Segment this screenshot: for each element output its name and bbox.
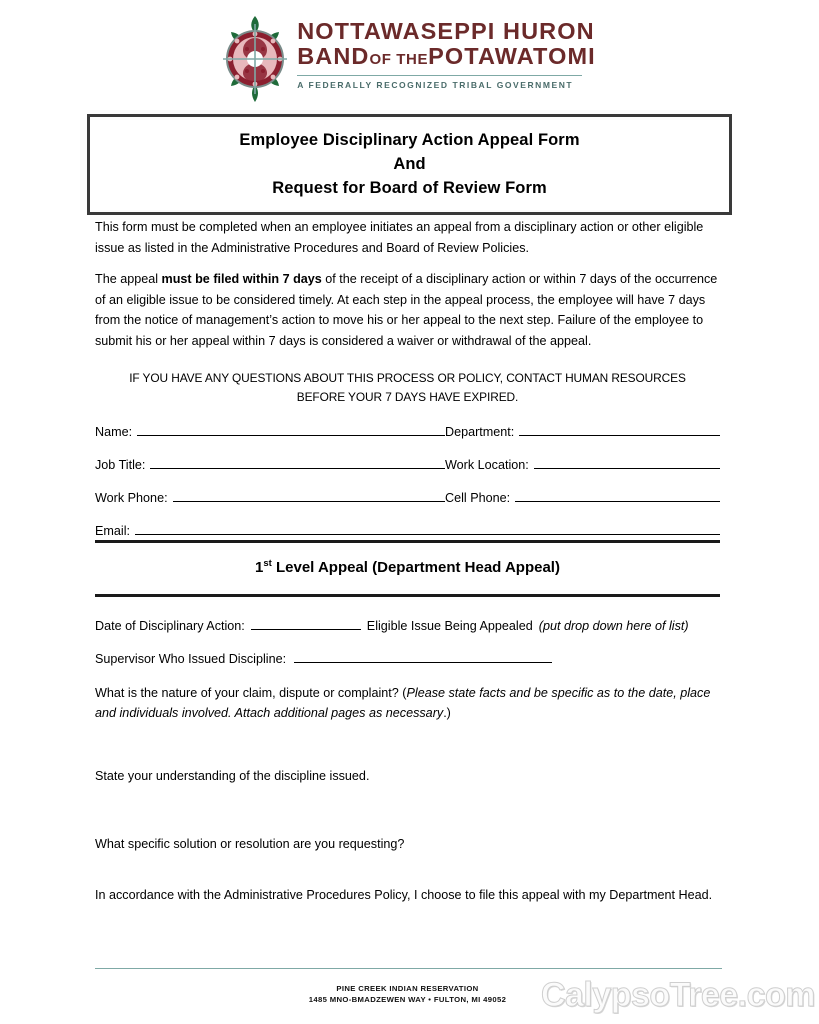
hr-contact-notice [95, 369, 720, 406]
form-title-line2: And [393, 155, 426, 173]
question-understanding-of-discipline: State your understanding of the discipline issued. [95, 769, 370, 783]
field-group-cell-phone [445, 488, 720, 505]
work-phone-input[interactable] [173, 488, 445, 502]
eligible-issue-dropdown-note[interactable]: (put drop down here of list) [538, 619, 689, 633]
question-nature-of-claim [95, 683, 725, 723]
level-appeal-heading [95, 558, 720, 576]
disciplinary-date-input[interactable] [251, 616, 361, 630]
work-location-label: Work Location: [445, 458, 529, 472]
employee-info-fields [95, 422, 720, 545]
email-label: Email: [95, 524, 130, 538]
field-row-phones [95, 488, 720, 521]
letterhead-tagline: A FEDERALLY RECOGNIZED TRIBAL GOVERNMENT [297, 80, 574, 90]
question-requested-resolution: What specific solution or resolution are you requesting? [95, 837, 405, 851]
field-row-job-title [95, 455, 720, 488]
department-input[interactable] [519, 422, 720, 436]
intro-paragraph-2 [95, 269, 720, 351]
supervisor-label: Supervisor Who Issued Discipline: [95, 652, 287, 666]
job-title-label: Job Title: [95, 458, 146, 472]
disciplinary-date-row [95, 616, 735, 633]
level-ordinal-suffix: st [263, 558, 272, 569]
intro-p2-bold: must be filed within 7 days [161, 272, 322, 286]
form-title-line1: Employee Disciplinary Action Appeal Form [239, 131, 580, 149]
intro-p2-post: of the receipt of a disciplinary action or within 7 days of the occurrence of an eligible issue to be considered timely. At each step in the appeal process, the employee will have 7 days from the notice of management’s action to move his or her appeal to the next step. Failure of the employee to submit his or her appeal within 7 days is considered a waiver or withdrawal of the appeal. [95, 272, 718, 348]
field-group-work-phone [95, 488, 445, 505]
name-input[interactable] [137, 422, 445, 436]
notice-line-1: IF YOU HAVE ANY QUESTIONS ABOUT THIS PROCESS OR POLICY, CONTACT HUMAN RESOURCES [129, 371, 686, 385]
tribe-name-ofthe: OF THE [369, 51, 429, 68]
q1-post: .) [443, 706, 451, 720]
intro-paragraph-1: This form must be completed when an employee initiates an appeal from a disciplinary action or other eligible issue as listed in the Administrative Procedures and Board of Review Policies. [95, 220, 704, 255]
work-phone-label: Work Phone: [95, 491, 168, 505]
letterhead-divider [297, 75, 582, 76]
footer-address-line2: 1485 MNO-BMADZEWEN WAY • FULTON, MI 49052 [308, 995, 507, 1004]
department-label: Department: [445, 425, 515, 439]
name-label: Name: [95, 425, 133, 439]
notice-line-2: BEFORE YOUR 7 DAYS HAVE EXPIRED. [296, 389, 519, 404]
statement-file-with-department-head: In accordance with the Administrative Procedures Policy, I choose to file this appeal with my Department Head. [95, 888, 713, 902]
eligible-issue-label: Eligible Issue Being Appealed [366, 619, 533, 633]
section-divider-bottom [95, 594, 720, 597]
footer-divider [95, 968, 722, 969]
turtle-emblem-icon [223, 16, 287, 102]
field-group-name [95, 422, 445, 439]
tribe-name-band: BAND [297, 43, 370, 69]
q1-pre: What is the nature of your claim, dispute or complaint? ( [95, 686, 407, 700]
form-title-line3: Request for Board of Review Form [272, 179, 547, 197]
letterhead [0, 14, 819, 100]
intro-p2-pre: The appeal [95, 272, 162, 286]
cell-phone-input[interactable] [515, 488, 720, 502]
level-heading-rest: Level Appeal (Department Head Appeal) [271, 559, 560, 576]
field-group-department [445, 422, 720, 439]
tribe-name-potawatomi: POTAWATOMI [428, 43, 596, 69]
watermark: CalypsoTree.com [540, 976, 815, 1014]
field-row-name [95, 422, 720, 455]
form-title-box [87, 114, 732, 215]
cell-phone-label: Cell Phone: [445, 491, 511, 505]
footer-address-line1: PINE CREEK INDIAN RESERVATION [336, 984, 479, 993]
section-divider-top [95, 540, 720, 543]
supervisor-input[interactable] [294, 649, 552, 663]
q1-italic: Please state facts and be specific as to the date, place and individuals involved. Attach additional pages as necessary [95, 686, 711, 720]
email-input[interactable] [135, 521, 720, 535]
tribe-name-line2 [297, 44, 596, 72]
field-group-job-title [95, 455, 445, 472]
disciplinary-date-label: Date of Disciplinary Action: [95, 619, 245, 633]
job-title-input[interactable] [150, 455, 445, 469]
tribe-name-line1: NOTTAWASEPPI HURON [297, 18, 595, 44]
supervisor-row [95, 649, 735, 666]
field-group-work-location [445, 455, 720, 472]
work-location-input[interactable] [534, 455, 720, 469]
level-ordinal-number: 1 [255, 559, 264, 576]
